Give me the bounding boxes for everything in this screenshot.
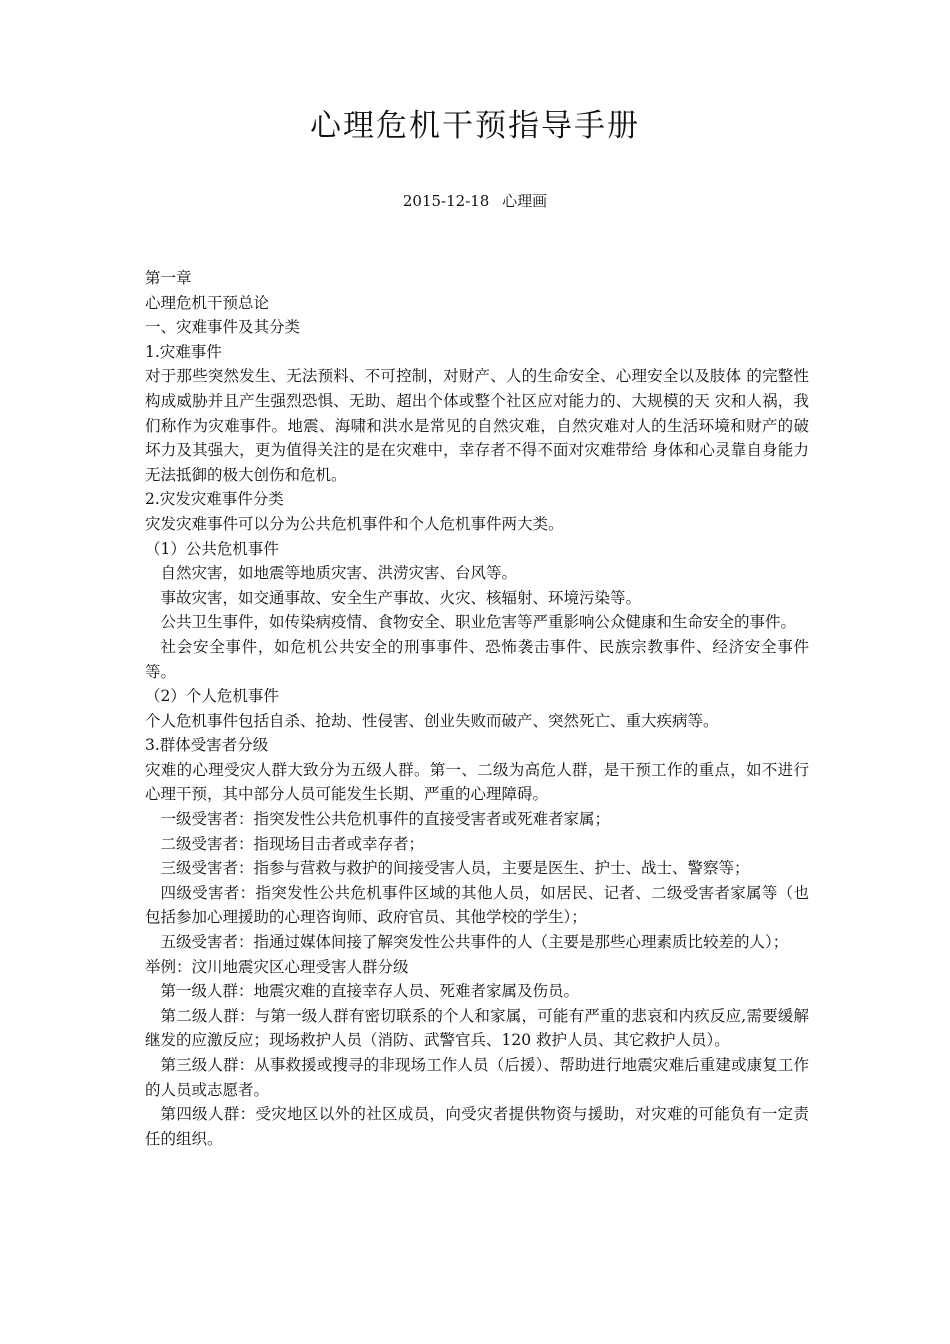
body-paragraph: 社会安全事件，如危机公共安全的刑事事件、恐怖袭击事件、民族宗教事件、经济安全事件等。 [145, 637, 809, 681]
body-paragraph: 二级受害者：指现场目击者或幸存者； [160, 834, 425, 853]
author-name: 心理画 [502, 192, 548, 210]
body-paragraph: （1）公共危机事件 [145, 539, 279, 558]
body-paragraph: 第二级人群：与第一级人群有密切联系的个人和家属，可能有严重的悲哀和内疚反应,需要缓解继发的应激反应；现场救护人员（消防、武警官兵、120 救护人员、其它救护人员）。 [145, 1006, 809, 1050]
body-paragraph: （2）个人危机事件 [145, 687, 279, 706]
body-paragraph: 一、灾难事件及其分类 [145, 318, 301, 337]
body-paragraph: 灾难的心理受灾人群大致分为五级人群。第一、二级为高危人群，是干预工作的重点，如不进行心理干预，其中部分人员可能发生长期、严重的心理障碍。 [145, 760, 809, 804]
publish-date: 2015-12-18 [402, 192, 490, 210]
body-paragraph: 一级受害者：指突发性公共危机事件的直接受害者或死难者家属； [160, 810, 611, 829]
body-paragraph: 对于那些突然发生、无法预料、不可控制，对财产、人的生命安全、心理安全以及肢体 的完整性构成威胁并且产生强烈恐惧、无助、超出个体或整个社区应对能力的、大规模的天 灾和人祸，我们称作为灾难事件。地震、海啸和洪水是常见的自然灾难，自然灾难对人的生活环境和财产的破坏力及其强大，更为值得关注的是在灾难中，幸存者不得不面对灾难带给 身体和心灵靠自身能力无法抵御的极大创伤和危机。 [145, 367, 809, 484]
body-paragraph: 第四级人群：受灾地区以外的社区成员，向受灾者提供物资与援助，对灾难的可能负有一定责任的组织。 [145, 1105, 809, 1148]
document-body [145, 266, 809, 1151]
body-paragraph: 事故灾害，如交通事故、安全生产事故、火灾、核辐射、环境污染等。 [160, 588, 642, 607]
body-paragraph: 五级受害者：指通过媒体间接了解突发性公共事件的人（主要是那些心理素质比较差的人）； [160, 933, 789, 952]
body-paragraph: 公共卫生事件，如传染病疫情、食物安全、职业危害等严重影响公众健康和生命安全的事件。 [160, 613, 797, 632]
document-title: 心理危机干预指导手册 [310, 108, 640, 144]
body-paragraph: 2.灾发灾难事件分类 [145, 490, 284, 509]
body-paragraph: 1.灾难事件 [145, 342, 222, 361]
body-paragraph: 3.群体受害者分级 [145, 736, 269, 755]
body-paragraph: 自然灾害，如地震等地质灾害、洪涝灾害、台风等。 [160, 564, 518, 583]
body-paragraph: 第三级人群：从事救援或搜寻的非现场工作人员（后援）、帮助进行地震灾难后重建或康复工作的人员或志愿者。 [145, 1056, 809, 1099]
body-paragraph: 三级受害者：指参与营救与救护的间接受害人员，主要是医生、护士、战士、警察等； [160, 859, 750, 878]
body-paragraph: 灾发灾难事件可以分为公共危机事件和个人危机事件两大类。 [145, 514, 564, 533]
body-paragraph: 心理危机干预总论 [145, 293, 270, 312]
body-paragraph: 四级受害者：指突发性公共危机事件区域的其他人员，如居民、记者、二级受害者家属等（也包括参加心理援助的心理咨询师、政府官员、其他学校的学生）； [145, 883, 809, 927]
body-paragraph: 举例：汶川地震灾区心理受害人群分级 [145, 957, 409, 976]
body-paragraph: 第一级人群：地震灾难的直接幸存人员、死难者家属及伤员。 [160, 982, 580, 1001]
body-paragraph: 个人危机事件包括自杀、抢劫、性侵害、创业失败而破产、突然死亡、重大疾病等。 [145, 711, 719, 730]
document-meta [0, 190, 950, 212]
body-paragraph: 第一章 [145, 269, 192, 287]
